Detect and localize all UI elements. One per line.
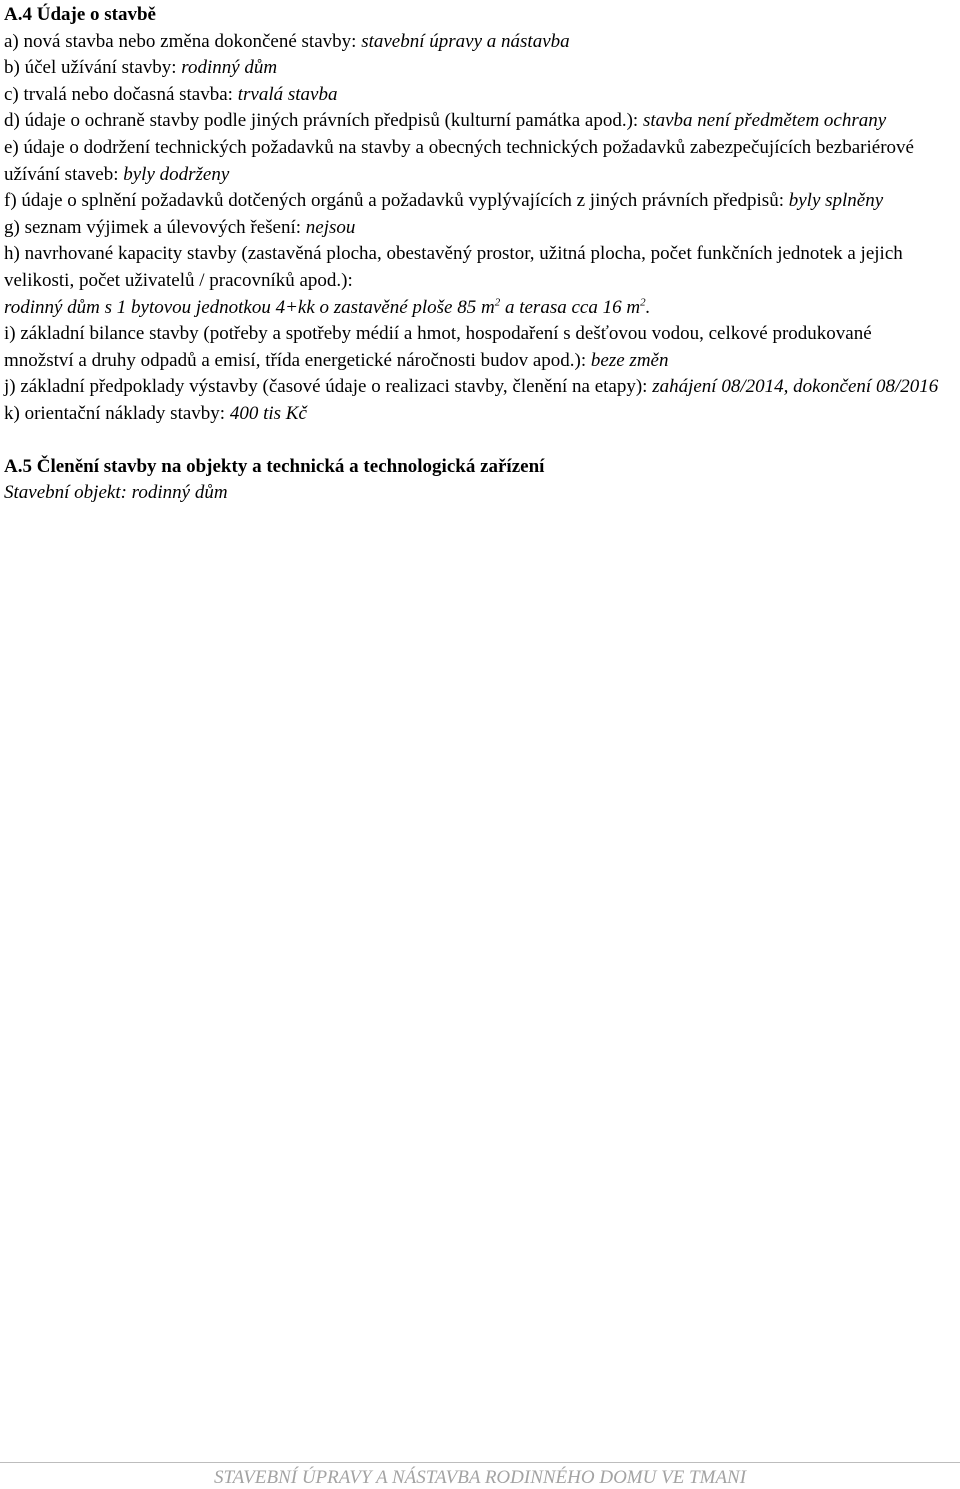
item-a-value: stavební úpravy a nástavba xyxy=(361,30,570,52)
item-f xyxy=(4,188,944,215)
item-h-sup1: 2 xyxy=(494,296,501,309)
item-h-value-part2: a terasa cca 16 m xyxy=(500,296,641,318)
section-a5-object: Stavební objekt: rodinný dům xyxy=(4,482,228,504)
item-j xyxy=(4,374,944,401)
document-body xyxy=(4,2,944,507)
item-b-label: b) účel užívání stavby: xyxy=(4,57,182,79)
item-k-value: 400 tis Kč xyxy=(229,402,307,424)
item-h-label: h) navrhované kapacity stavby (zastavěná plocha, obestavěný prostor, užitná plocha, počet funkčních jednotek a jejich velikosti, počet uživatelů / pracovníků apod.): xyxy=(4,243,903,291)
item-j-label: j) základní předpoklady výstavby (časové údaje o realizaci stavby, členění na etapy): xyxy=(4,376,653,398)
item-h-value xyxy=(4,295,944,322)
item-j-value: zahájení 08/2014, dokončení 08/2016 xyxy=(652,376,939,398)
footer-rule xyxy=(0,1462,960,1463)
item-f-value: byly splněny xyxy=(788,190,884,212)
item-e xyxy=(4,135,944,188)
item-g-value: nejsou xyxy=(305,216,356,238)
footer-title: STAVEBNÍ ÚPRAVY A NÁSTAVBA RODINNÉHO DOMU VE TMANI xyxy=(213,1467,747,1488)
item-d xyxy=(4,108,944,135)
item-a-label: a) nová stavba nebo změna dokončené stavby: xyxy=(4,30,362,52)
item-f-label: f) údaje o splnění požadavků dotčených orgánů a požadavků vyplývajících z jiných právních předpisů: xyxy=(4,190,789,212)
item-h-value-part1: rodinný dům s 1 bytovou jednotkou 4+kk o zastavěné ploše 85 m xyxy=(4,296,495,318)
item-e-label: e) údaje o dodržení technických požadavků na stavby a obecných technických požadavků zabezpečujících bezbariérové užívání staveb: xyxy=(4,136,914,185)
section-spacer xyxy=(4,428,944,454)
item-b xyxy=(4,55,944,82)
item-i-label: i) základní bilance stavby (potřeby a spotřeby médií a hmot, hospodaření s dešťovou vodou, celkové produkované množství a druhy odpadů a emisí, třída energetické náročnosti budov apod.): xyxy=(4,323,872,371)
item-h-value-end: . xyxy=(645,296,651,318)
item-a xyxy=(4,29,944,56)
item-c-value: trvalá stavba xyxy=(237,83,338,105)
item-k xyxy=(4,401,944,428)
item-i xyxy=(4,321,944,374)
item-e-value: byly dodrženy xyxy=(123,163,230,185)
item-d-label: d) údaje o ochraně stavby podle jiných právních předpisů (kulturní památka apod.): xyxy=(4,110,643,132)
section-a5-heading: A.5 Členění stavby na objekty a technická a technologická zařízení xyxy=(4,455,545,477)
item-c xyxy=(4,82,944,109)
item-h-sup2: 2 xyxy=(640,296,646,309)
item-b-value: rodinný dům xyxy=(181,57,278,79)
item-i-value: beze změn xyxy=(590,349,669,371)
item-d-value: stavba není předmětem ochrany xyxy=(642,110,887,132)
item-c-label: c) trvalá nebo dočasná stavba: xyxy=(4,83,238,105)
item-g-label: g) seznam výjimek a úlevových řešení: xyxy=(4,216,306,238)
item-g xyxy=(4,215,944,242)
item-h xyxy=(4,241,944,294)
section-a4-heading: A.4 Údaje o stavbě xyxy=(4,4,156,25)
item-k-label: k) orientační náklady stavby: xyxy=(4,402,230,424)
